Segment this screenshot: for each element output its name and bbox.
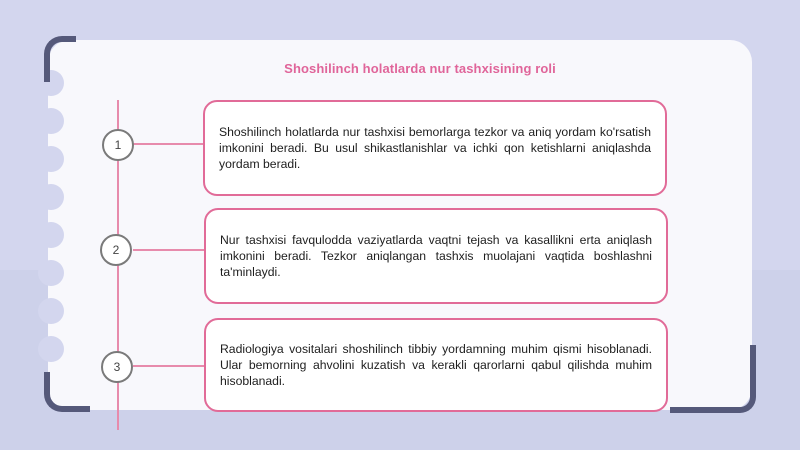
corner-bracket-bottom-right [670, 345, 756, 413]
step-text-2: Nur tashxisi favqulodda vaziyatlarda vaqtni tejash va kasallikni erta aniqlash imkonini beradi. Tezkor aniqlangan tashxis muolajani vaqtida boshlashni ta'minlaydi. [220, 233, 652, 279]
step-box-1 [203, 100, 667, 196]
timeline-connector [133, 143, 203, 145]
notebook-hole [38, 222, 64, 248]
step-number-1: 1 [102, 129, 134, 161]
step-box-2 [204, 208, 668, 304]
step-box-3 [204, 318, 668, 412]
timeline-connector [133, 249, 205, 251]
notebook-hole [38, 260, 64, 286]
notebook-hole [38, 146, 64, 172]
corner-bracket-top-left [44, 36, 76, 82]
step-text-1: Shoshilinch holatlarda nur tashxisi bemorlarga tezkor va aniq yordam ko'rsatish imkonini beradi. Bu usul shikastlanishlar va ichki qon ketishlarni aniqlashda yordam beradi. [219, 125, 651, 171]
corner-bracket-bottom-left [44, 372, 90, 412]
timeline-connector [133, 365, 205, 367]
notebook-hole [38, 108, 64, 134]
step-text-3: Radiologiya vositalari shoshilinch tibbiy yordamning muhim qismi hisoblanadi. Ular bemorning ahvolini kuzatish va kerakli qarorlarni qabul qilishda muhim hisoblanadi. [220, 342, 652, 388]
step-number-3: 3 [101, 351, 133, 383]
notebook-holes [38, 70, 68, 400]
notebook-hole [38, 298, 64, 324]
notebook-hole [38, 184, 64, 210]
slide-title: Shoshilinch holatlarda nur tashxisining roli [284, 61, 556, 76]
notebook-hole [38, 336, 64, 362]
step-number-2: 2 [100, 234, 132, 266]
